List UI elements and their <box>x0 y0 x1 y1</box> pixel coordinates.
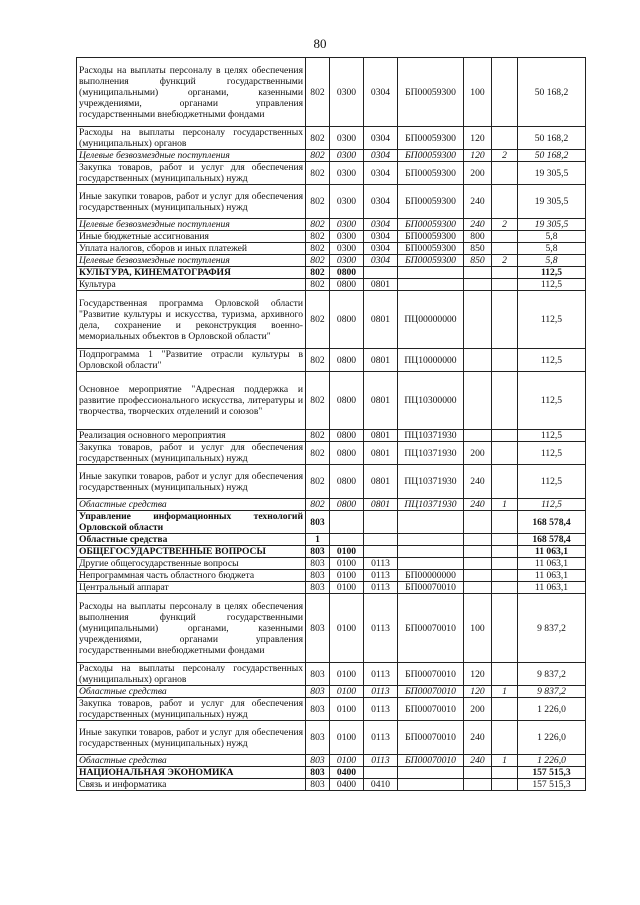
row-expense-type-cell <box>464 534 492 546</box>
row-source-cell: 1 <box>492 686 518 698</box>
row-expense-type-cell: 120 <box>464 686 492 698</box>
row-section-cell: 0100 <box>330 546 364 558</box>
row-amount-cell: 50 168,2 <box>518 127 586 150</box>
row-expense-type-cell: 240 <box>464 219 492 231</box>
row-target-article-cell: ПЦ10300000 <box>398 372 464 430</box>
row-ved-cell: 803 <box>306 511 330 534</box>
table-row <box>77 546 586 558</box>
row-subsection-cell: 0801 <box>364 442 398 465</box>
row-expense-type-cell: 200 <box>464 442 492 465</box>
row-target-article-cell: ПЦ00000000 <box>398 291 464 349</box>
row-amount-cell: 168 578,4 <box>518 534 586 546</box>
row-name-cell: Закупка товаров, работ и услуг для обеспечения государственных (муниципальных) нужд <box>77 162 306 185</box>
row-subsection-cell: 0801 <box>364 465 398 499</box>
row-expense-type-cell <box>464 558 492 570</box>
row-amount-cell: 112,5 <box>518 430 586 442</box>
row-amount-cell: 19 305,5 <box>518 185 586 219</box>
row-expense-type-cell <box>464 291 492 349</box>
row-section-cell: 0100 <box>330 594 364 663</box>
row-name-cell: Расходы на выплаты персоналу государственных (муниципальных) органов <box>77 127 306 150</box>
row-name-cell: Целевые безвозмездные поступления <box>77 150 306 162</box>
row-name-cell: Целевые безвозмездные поступления <box>77 219 306 231</box>
table-row <box>77 570 586 582</box>
row-expense-type-cell <box>464 546 492 558</box>
row-target-article-cell: ПЦ10371930 <box>398 499 464 511</box>
row-amount-cell: 157 515,3 <box>518 779 586 791</box>
table-row <box>77 231 586 243</box>
row-target-article-cell <box>398 511 464 534</box>
row-ved-cell: 802 <box>306 430 330 442</box>
row-ved-cell: 803 <box>306 582 330 594</box>
row-target-article-cell <box>398 279 464 291</box>
row-expense-type-cell: 240 <box>464 465 492 499</box>
row-ved-cell: 803 <box>306 767 330 779</box>
row-name-cell: Иные закупки товаров, работ и услуг для обеспечения государственных (муниципальных) нужд <box>77 465 306 499</box>
row-subsection-cell: 0113 <box>364 755 398 767</box>
row-target-article-cell: БП00070010 <box>398 755 464 767</box>
row-ved-cell: 802 <box>306 279 330 291</box>
row-ved-cell: 802 <box>306 349 330 372</box>
row-section-cell: 0800 <box>330 267 364 279</box>
row-subsection-cell: 0304 <box>364 162 398 185</box>
row-ved-cell: 803 <box>306 779 330 791</box>
row-target-article-cell: БП00059300 <box>398 127 464 150</box>
row-name-cell: Государственная программа Орловской области "Развитие культуры и искусства, туризма, архивного дела, сохранение и реконструкция военно-мемориальных объектов в Орловской области" <box>77 291 306 349</box>
table-row <box>77 465 586 499</box>
row-target-article-cell: БП00059300 <box>398 58 464 127</box>
row-ved-cell: 803 <box>306 558 330 570</box>
row-section-cell: 0800 <box>330 499 364 511</box>
table-row <box>77 686 586 698</box>
row-amount-cell: 50 168,2 <box>518 58 586 127</box>
row-name-cell: Уплата налогов, сборов и иных платежей <box>77 243 306 255</box>
row-target-article-cell <box>398 546 464 558</box>
row-source-cell <box>492 231 518 243</box>
row-subsection-cell <box>364 267 398 279</box>
row-section-cell: 0100 <box>330 582 364 594</box>
row-amount-cell: 9 837,2 <box>518 663 586 686</box>
row-section-cell: 0300 <box>330 150 364 162</box>
row-section-cell: 0300 <box>330 243 364 255</box>
row-subsection-cell: 0801 <box>364 499 398 511</box>
table-row <box>77 349 586 372</box>
row-ved-cell: 802 <box>306 499 330 511</box>
row-subsection-cell <box>364 546 398 558</box>
row-amount-cell: 5,8 <box>518 243 586 255</box>
row-source-cell <box>492 594 518 663</box>
row-ved-cell: 802 <box>306 150 330 162</box>
row-source-cell <box>492 570 518 582</box>
row-subsection-cell <box>364 534 398 546</box>
table-row <box>77 534 586 546</box>
row-expense-type-cell: 800 <box>464 231 492 243</box>
table-row <box>77 499 586 511</box>
row-source-cell <box>492 721 518 755</box>
row-expense-type-cell: 120 <box>464 127 492 150</box>
row-target-article-cell: ПЦ10371930 <box>398 430 464 442</box>
table-row <box>77 58 586 127</box>
row-section-cell: 0100 <box>330 570 364 582</box>
row-section-cell: 0100 <box>330 721 364 755</box>
row-source-cell: 1 <box>492 755 518 767</box>
row-source-cell: 2 <box>492 255 518 267</box>
row-ved-cell: 803 <box>306 755 330 767</box>
row-expense-type-cell: 200 <box>464 698 492 721</box>
row-target-article-cell: БП00059300 <box>398 243 464 255</box>
row-source-cell <box>492 465 518 499</box>
row-amount-cell: 168 578,4 <box>518 511 586 534</box>
row-source-cell <box>492 243 518 255</box>
row-section-cell: 0300 <box>330 185 364 219</box>
row-source-cell <box>492 279 518 291</box>
row-source-cell <box>492 349 518 372</box>
row-expense-type-cell <box>464 279 492 291</box>
row-expense-type-cell <box>464 779 492 791</box>
row-name-cell: Иные закупки товаров, работ и услуг для обеспечения государственных (муниципальных) нужд <box>77 721 306 755</box>
row-section-cell <box>330 511 364 534</box>
row-expense-type-cell <box>464 570 492 582</box>
row-expense-type-cell: 100 <box>464 58 492 127</box>
row-source-cell <box>492 558 518 570</box>
row-subsection-cell <box>364 767 398 779</box>
row-name-cell: Целевые безвозмездные поступления <box>77 255 306 267</box>
row-ved-cell: 803 <box>306 594 330 663</box>
row-amount-cell: 112,5 <box>518 267 586 279</box>
table-row <box>77 372 586 430</box>
row-name-cell: Расходы на выплаты персоналу государственных (муниципальных) органов <box>77 663 306 686</box>
row-target-article-cell: БП00070010 <box>398 721 464 755</box>
row-source-cell <box>492 58 518 127</box>
table-row <box>77 219 586 231</box>
row-ved-cell: 802 <box>306 255 330 267</box>
row-expense-type-cell: 200 <box>464 162 492 185</box>
row-name-cell: Непрограммная часть областного бюджета <box>77 570 306 582</box>
row-target-article-cell: ПЦ10371930 <box>398 465 464 499</box>
row-name-cell: КУЛЬТУРА, КИНЕМАТОГРАФИЯ <box>77 267 306 279</box>
row-subsection-cell: 0113 <box>364 698 398 721</box>
row-section-cell: 0800 <box>330 291 364 349</box>
row-source-cell: 1 <box>492 499 518 511</box>
row-target-article-cell: ПЦ10000000 <box>398 349 464 372</box>
row-name-cell: ОБЩЕГОСУДАРСТВЕННЫЕ ВОПРОСЫ <box>77 546 306 558</box>
row-amount-cell: 1 226,0 <box>518 755 586 767</box>
row-target-article-cell <box>398 779 464 791</box>
row-section-cell: 0300 <box>330 219 364 231</box>
row-amount-cell: 1 226,0 <box>518 698 586 721</box>
row-section-cell: 0800 <box>330 279 364 291</box>
row-name-cell: Областные средства <box>77 499 306 511</box>
row-amount-cell: 157 515,3 <box>518 767 586 779</box>
row-name-cell: Областные средства <box>77 534 306 546</box>
table-row <box>77 430 586 442</box>
row-target-article-cell <box>398 534 464 546</box>
row-section-cell: 0100 <box>330 558 364 570</box>
row-subsection-cell: 0304 <box>364 150 398 162</box>
row-source-cell <box>492 162 518 185</box>
row-subsection-cell: 0113 <box>364 594 398 663</box>
row-expense-type-cell <box>464 372 492 430</box>
row-ved-cell: 802 <box>306 442 330 465</box>
row-ved-cell: 802 <box>306 267 330 279</box>
row-name-cell: Расходы на выплаты персоналу в целях обеспечения выполнения функций государственными (муниципальными) органами, казенными учреждениями, органами управления государственными внебюджетными фондами <box>77 58 306 127</box>
row-subsection-cell: 0410 <box>364 779 398 791</box>
row-amount-cell: 5,8 <box>518 255 586 267</box>
row-amount-cell: 19 305,5 <box>518 162 586 185</box>
row-section-cell <box>330 534 364 546</box>
row-source-cell <box>492 430 518 442</box>
row-ved-cell: 803 <box>306 686 330 698</box>
table-row <box>77 663 586 686</box>
row-subsection-cell: 0113 <box>364 582 398 594</box>
row-source-cell <box>492 127 518 150</box>
row-amount-cell: 1 226,0 <box>518 721 586 755</box>
row-expense-type-cell <box>464 511 492 534</box>
row-subsection-cell <box>364 511 398 534</box>
row-expense-type-cell <box>464 349 492 372</box>
table-row <box>77 243 586 255</box>
row-section-cell: 0400 <box>330 779 364 791</box>
row-ved-cell: 803 <box>306 570 330 582</box>
row-ved-cell: 1 <box>306 534 330 546</box>
row-target-article-cell <box>398 767 464 779</box>
row-source-cell <box>492 534 518 546</box>
row-source-cell: 2 <box>492 150 518 162</box>
row-subsection-cell: 0113 <box>364 686 398 698</box>
row-target-article-cell: БП00059300 <box>398 162 464 185</box>
row-subsection-cell: 0304 <box>364 255 398 267</box>
row-ved-cell: 803 <box>306 698 330 721</box>
row-subsection-cell: 0113 <box>364 558 398 570</box>
row-section-cell: 0300 <box>330 58 364 127</box>
row-amount-cell: 5,8 <box>518 231 586 243</box>
row-subsection-cell: 0113 <box>364 663 398 686</box>
row-target-article-cell: БП00070010 <box>398 663 464 686</box>
row-name-cell: Расходы на выплаты персоналу в целях обеспечения выполнения функций государственными (муниципальными) органами, казенными учреждениями, органами управления государственными внебюджетными фондами <box>77 594 306 663</box>
row-name-cell: Основное мероприятие "Адресная поддержка и развитие профессионального искусства, литературы и творчества, творческих отделений и союзов" <box>77 372 306 430</box>
row-name-cell: Другие общегосударственные вопросы <box>77 558 306 570</box>
table-row <box>77 779 586 791</box>
row-ved-cell: 802 <box>306 372 330 430</box>
row-section-cell: 0100 <box>330 698 364 721</box>
row-name-cell: Областные средства <box>77 686 306 698</box>
row-subsection-cell: 0304 <box>364 219 398 231</box>
row-target-article-cell: БП00070010 <box>398 686 464 698</box>
row-subsection-cell: 0304 <box>364 127 398 150</box>
page-number: 80 <box>313 36 327 51</box>
row-source-cell <box>492 779 518 791</box>
table-row <box>77 721 586 755</box>
row-expense-type-cell: 120 <box>464 663 492 686</box>
table-row <box>77 582 586 594</box>
row-section-cell: 0300 <box>330 255 364 267</box>
row-target-article-cell: БП00070010 <box>398 698 464 721</box>
row-amount-cell: 11 063,1 <box>518 558 586 570</box>
row-target-article-cell: БП00059300 <box>398 185 464 219</box>
row-subsection-cell: 0113 <box>364 721 398 755</box>
row-subsection-cell: 0801 <box>364 291 398 349</box>
row-source-cell <box>492 767 518 779</box>
row-subsection-cell: 0113 <box>364 570 398 582</box>
row-name-cell: Иные закупки товаров, работ и услуг для обеспечения государственных (муниципальных) нужд <box>77 185 306 219</box>
row-ved-cell: 803 <box>306 546 330 558</box>
table-row <box>77 594 586 663</box>
row-amount-cell: 11 063,1 <box>518 546 586 558</box>
row-source-cell <box>492 698 518 721</box>
budget-table-body <box>77 58 586 791</box>
row-subsection-cell: 0304 <box>364 231 398 243</box>
row-expense-type-cell: 240 <box>464 755 492 767</box>
row-name-cell: Культура <box>77 279 306 291</box>
row-section-cell: 0100 <box>330 686 364 698</box>
budget-table <box>76 57 586 791</box>
row-subsection-cell: 0304 <box>364 243 398 255</box>
row-amount-cell: 9 837,2 <box>518 594 586 663</box>
table-row <box>77 267 586 279</box>
row-name-cell: Центральный аппарат <box>77 582 306 594</box>
row-section-cell: 0800 <box>330 465 364 499</box>
row-amount-cell: 9 837,2 <box>518 686 586 698</box>
row-section-cell: 0100 <box>330 663 364 686</box>
row-subsection-cell: 0801 <box>364 430 398 442</box>
table-row <box>77 442 586 465</box>
row-section-cell: 0100 <box>330 755 364 767</box>
row-amount-cell: 11 063,1 <box>518 570 586 582</box>
row-ved-cell: 802 <box>306 231 330 243</box>
row-expense-type-cell <box>464 430 492 442</box>
row-name-cell: НАЦИОНАЛЬНАЯ ЭКОНОМИКА <box>77 767 306 779</box>
row-expense-type-cell: 850 <box>464 243 492 255</box>
row-ved-cell: 802 <box>306 127 330 150</box>
row-amount-cell: 112,5 <box>518 349 586 372</box>
row-ved-cell: 803 <box>306 721 330 755</box>
row-expense-type-cell: 240 <box>464 185 492 219</box>
row-source-cell <box>492 511 518 534</box>
table-row <box>77 558 586 570</box>
row-subsection-cell: 0801 <box>364 279 398 291</box>
row-amount-cell: 50 168,2 <box>518 150 586 162</box>
row-ved-cell: 802 <box>306 58 330 127</box>
row-subsection-cell: 0801 <box>364 349 398 372</box>
row-amount-cell: 112,5 <box>518 372 586 430</box>
row-ved-cell: 802 <box>306 465 330 499</box>
row-name-cell: Связь и информатика <box>77 779 306 791</box>
table-row <box>77 255 586 267</box>
row-name-cell: Закупка товаров, работ и услуг для обеспечения государственных (муниципальных) нужд <box>77 698 306 721</box>
row-target-article-cell: БП00059300 <box>398 231 464 243</box>
row-section-cell: 0300 <box>330 231 364 243</box>
row-section-cell: 0400 <box>330 767 364 779</box>
row-section-cell: 0800 <box>330 349 364 372</box>
row-source-cell <box>492 442 518 465</box>
table-row <box>77 150 586 162</box>
row-amount-cell: 11 063,1 <box>518 582 586 594</box>
row-expense-type-cell: 240 <box>464 499 492 511</box>
row-source-cell <box>492 663 518 686</box>
row-subsection-cell: 0304 <box>364 185 398 219</box>
row-expense-type-cell: 100 <box>464 594 492 663</box>
row-name-cell: Управление информационных технологий Орловской области <box>77 511 306 534</box>
row-source-cell <box>492 185 518 219</box>
table-row <box>77 755 586 767</box>
row-section-cell: 0300 <box>330 162 364 185</box>
row-target-article-cell: БП00059300 <box>398 219 464 231</box>
row-target-article-cell: БП00059300 <box>398 255 464 267</box>
row-ved-cell: 803 <box>306 663 330 686</box>
row-section-cell: 0800 <box>330 442 364 465</box>
row-source-cell <box>492 372 518 430</box>
table-row <box>77 511 586 534</box>
row-expense-type-cell <box>464 267 492 279</box>
row-section-cell: 0800 <box>330 430 364 442</box>
row-target-article-cell: БП00070010 <box>398 594 464 663</box>
table-row <box>77 279 586 291</box>
row-name-cell: Иные бюджетные ассигнования <box>77 231 306 243</box>
row-name-cell: Закупка товаров, работ и услуг для обеспечения государственных (муниципальных) нужд <box>77 442 306 465</box>
table-row <box>77 127 586 150</box>
row-section-cell: 0800 <box>330 372 364 430</box>
row-target-article-cell: ПЦ10371930 <box>398 442 464 465</box>
row-subsection-cell: 0304 <box>364 58 398 127</box>
row-ved-cell: 802 <box>306 162 330 185</box>
row-section-cell: 0300 <box>330 127 364 150</box>
table-row <box>77 185 586 219</box>
row-amount-cell: 112,5 <box>518 465 586 499</box>
row-ved-cell: 802 <box>306 291 330 349</box>
table-row <box>77 767 586 779</box>
row-source-cell <box>492 267 518 279</box>
row-amount-cell: 112,5 <box>518 291 586 349</box>
row-source-cell <box>492 582 518 594</box>
row-amount-cell: 19 305,5 <box>518 219 586 231</box>
row-expense-type-cell <box>464 582 492 594</box>
row-expense-type-cell <box>464 767 492 779</box>
row-expense-type-cell: 240 <box>464 721 492 755</box>
row-name-cell: Подпрограмма 1 "Развитие отрасли культуры в Орловской области" <box>77 349 306 372</box>
row-amount-cell: 112,5 <box>518 499 586 511</box>
row-target-article-cell: БП00000000 <box>398 570 464 582</box>
row-ved-cell: 802 <box>306 243 330 255</box>
row-subsection-cell: 0801 <box>364 372 398 430</box>
table-row <box>77 162 586 185</box>
row-amount-cell: 112,5 <box>518 279 586 291</box>
row-target-article-cell <box>398 267 464 279</box>
row-target-article-cell: БП00059300 <box>398 150 464 162</box>
row-ved-cell: 802 <box>306 219 330 231</box>
row-expense-type-cell: 850 <box>464 255 492 267</box>
row-source-cell <box>492 291 518 349</box>
table-row <box>77 291 586 349</box>
row-name-cell: Областные средства <box>77 755 306 767</box>
row-name-cell: Реализация основного мероприятия <box>77 430 306 442</box>
row-source-cell <box>492 546 518 558</box>
row-target-article-cell: БП00070010 <box>398 582 464 594</box>
table-row <box>77 698 586 721</box>
row-expense-type-cell: 120 <box>464 150 492 162</box>
row-target-article-cell <box>398 558 464 570</box>
row-source-cell: 2 <box>492 219 518 231</box>
row-amount-cell: 112,5 <box>518 442 586 465</box>
row-ved-cell: 802 <box>306 185 330 219</box>
